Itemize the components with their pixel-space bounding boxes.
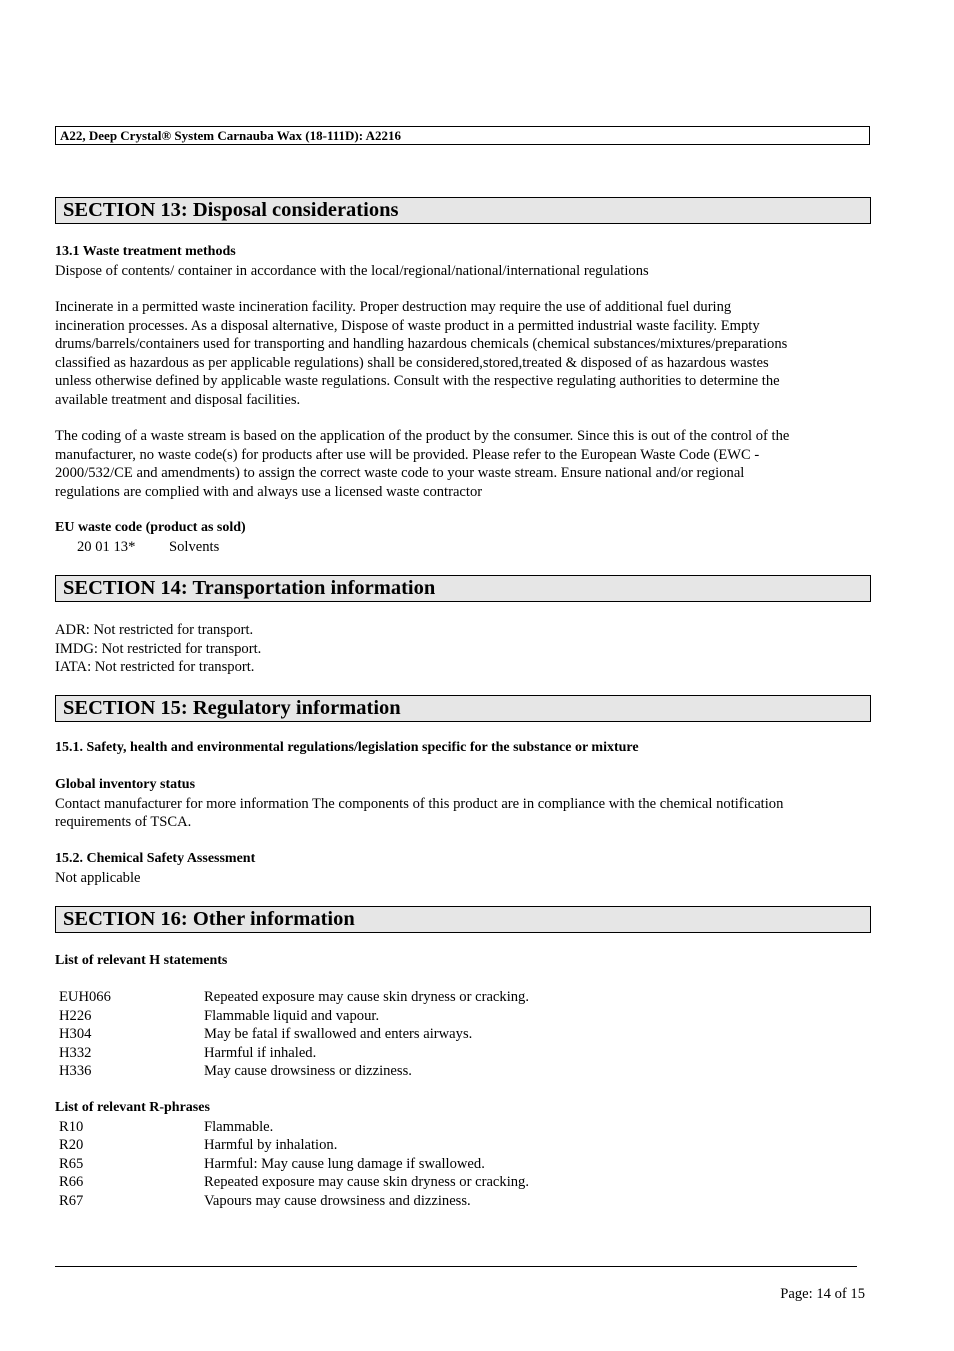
eu-waste-code-row <box>55 538 870 557</box>
h-statement-code: H304 <box>59 1026 92 1042</box>
r-phrases-heading: List of relevant R-phrases <box>55 1100 210 1115</box>
transport-iata: IATA: Not restricted for transport. <box>55 659 255 675</box>
r-phrase-text: Harmful: May cause lung damage if swallowed. <box>204 1155 485 1172</box>
paragraph-line: drums/barrels/containers used for transporting and handling hazardous chemicals (chemical substances/mixtures/preparations <box>55 336 788 352</box>
paragraph-line: manufacturer, no waste code(s) for products after use will be provided. Please refer to the European Waste Code (EWC - <box>55 446 760 463</box>
global-inventory-line: requirements of TSCA. <box>55 814 192 830</box>
eu-waste-code <box>55 519 870 556</box>
h-statement-row <box>55 1007 870 1026</box>
csa-text: Not applicable <box>55 869 141 886</box>
r-phrase-code: R20 <box>59 1137 84 1153</box>
section-14-title: SECTION 14: Transportation information <box>55 575 871 602</box>
r-phrase-row <box>55 1192 870 1211</box>
r-phrase-text: Harmful by inhalation. <box>204 1137 338 1153</box>
paragraph-line: incineration processes. As a disposal alternative, Dispose of waste product in a permitted industrial waste facility. Empty <box>55 317 760 334</box>
h-statement-text: Repeated exposure may cause skin dryness or cracking. <box>204 989 530 1005</box>
transport-imdg: IMDG: Not restricted for transport. <box>55 640 262 657</box>
eu-waste-code-desc: Solvents <box>169 538 220 555</box>
r-phrase-code: R66 <box>59 1174 84 1190</box>
r-phrase-code: R67 <box>59 1192 84 1209</box>
product-header: A22, Deep Crystal® System Carnauba Wax (18-111D): A2216 <box>55 126 870 145</box>
h-statement-code: H332 <box>59 1044 92 1061</box>
paragraph-line: Incinerate in a permitted waste incineration facility. Proper destruction may require the use of additional fuel during <box>55 299 732 315</box>
r-phrase-text: Vapours may cause drowsiness and dizziness. <box>204 1192 471 1209</box>
r-phrase-text: Flammable. <box>204 1118 274 1135</box>
h-statement-text: May be fatal if swallowed and enters airways. <box>204 1026 473 1042</box>
paragraph-line: classified as hazardous as per applicable regulations) shall be considered,stored,treated & disposed of as hazardous wastes <box>55 354 769 371</box>
paragraph-line: 2000/532/CE and amendments) to assign the correct waste code to your waste stream. Ensure national and/or regional <box>55 465 745 481</box>
eu-waste-code-value: 20 01 13* <box>77 538 136 555</box>
section-13-title: SECTION 13: Disposal considerations <box>55 197 871 224</box>
h-statement-row <box>55 1025 870 1044</box>
r-phrase-row <box>55 1136 870 1155</box>
h-statement-text: May cause drowsiness or dizziness. <box>204 1063 412 1079</box>
r-phrase-row <box>55 1118 870 1137</box>
global-inventory-line: Contact manufacturer for more information The components of this product are in compliance with the chemical notification <box>55 795 784 812</box>
h-statement-code: H336 <box>59 1063 92 1079</box>
eu-waste-code-heading: EU waste code (product as sold) <box>55 520 246 535</box>
section-16-title: SECTION 16: Other information <box>55 906 871 933</box>
paragraph-line: unless otherwise defined by applicable waste regulations. Consult with the respective regulating authorities to determine the <box>55 373 780 389</box>
waste-treatment-heading: 13.1 Waste treatment methods <box>55 244 236 259</box>
h-statement-code: H226 <box>59 1007 92 1024</box>
r-phrase-code: R10 <box>59 1118 84 1135</box>
paragraph-line: The coding of a waste stream is based on the application of the product by the consumer. Since this is out of the control of the <box>55 428 790 444</box>
h-statements-list <box>55 988 870 1081</box>
r-phrase-row <box>55 1155 870 1174</box>
regulations-heading: 15.1. Safety, health and environmental regulations/legislation specific for the substance or mixture <box>55 740 639 755</box>
footer-divider <box>55 1266 857 1267</box>
h-statements-heading-block <box>55 952 870 971</box>
waste-treatment-text: Dispose of contents/ container in accordance with the local/regional/national/international regulations <box>55 262 649 279</box>
h-statements-heading: List of relevant H statements <box>55 953 228 968</box>
section-14-body <box>55 621 870 677</box>
waste-coding-paragraph <box>55 427 870 501</box>
r-phrases-list <box>55 1099 870 1210</box>
section-15-title: SECTION 15: Regulatory information <box>55 695 871 722</box>
r-phrase-row <box>55 1173 870 1192</box>
h-statement-row <box>55 988 870 1007</box>
paragraph-line: available treatment and disposal facilities. <box>55 391 301 408</box>
r-phrase-text: Repeated exposure may cause skin dryness or cracking. <box>204 1174 530 1190</box>
h-statement-row <box>55 1062 870 1081</box>
section-13-body <box>55 243 870 280</box>
csa-heading: 15.2. Chemical Safety Assessment <box>55 851 256 866</box>
global-inventory-heading: Global inventory status <box>55 777 196 792</box>
h-statement-text: Flammable liquid and vapour. <box>204 1007 380 1024</box>
h-statement-text: Harmful if inhaled. <box>204 1044 317 1061</box>
transport-adr: ADR: Not restricted for transport. <box>55 622 254 638</box>
global-inventory <box>55 776 870 832</box>
incineration-paragraph <box>55 298 870 409</box>
page-number: Page: 14 of 15 <box>780 1286 865 1302</box>
paragraph-line: regulations are complied with and always use a licensed waste contractor <box>55 483 483 500</box>
h-statement-code: EUH066 <box>59 989 111 1005</box>
h-statement-row <box>55 1044 870 1063</box>
r-phrase-code: R65 <box>59 1155 84 1172</box>
chemical-safety-assessment <box>55 850 870 887</box>
regulations-heading-block <box>55 739 870 758</box>
